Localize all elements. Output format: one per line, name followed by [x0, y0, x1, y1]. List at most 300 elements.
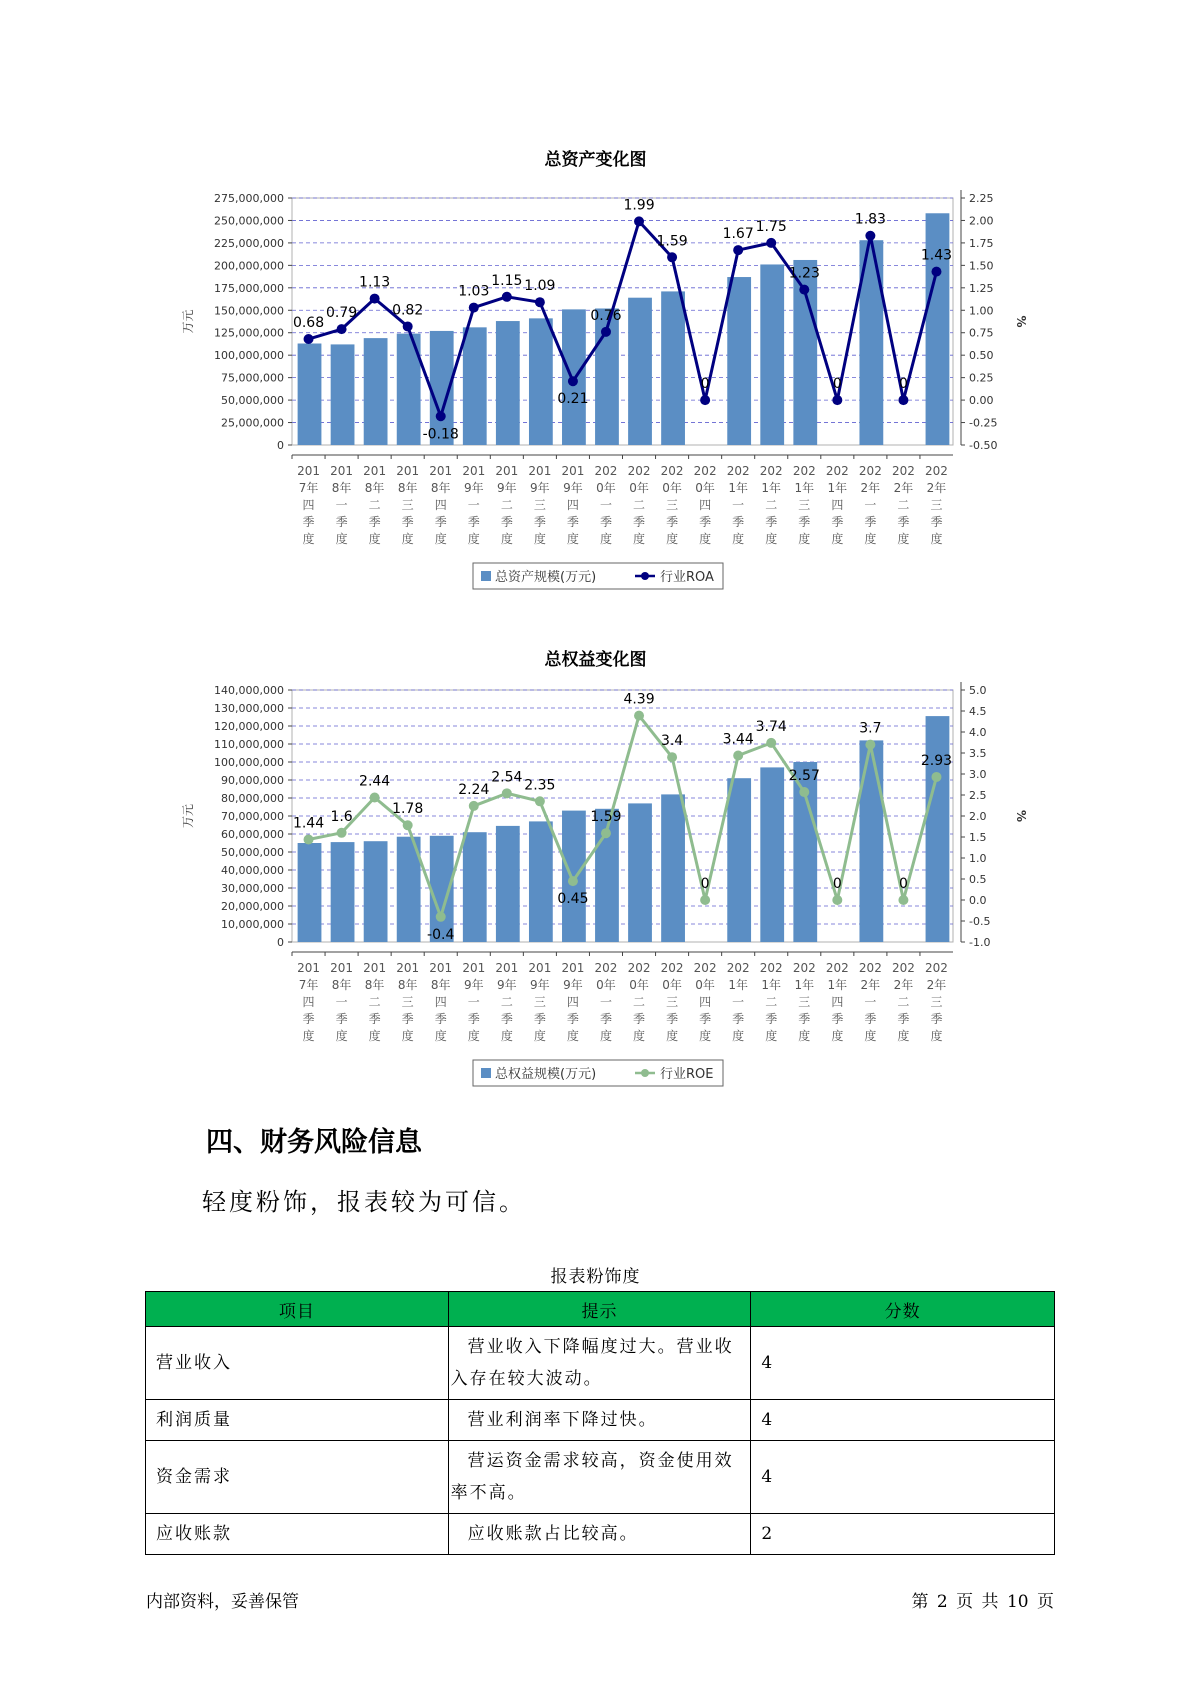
section-heading: 四、财务风险信息: [206, 1127, 422, 1158]
x-tick-label: 一: [864, 498, 877, 512]
data-label: 0: [898, 376, 908, 393]
data-label: 1.44: [292, 815, 325, 832]
x-tick-label: 度: [500, 532, 513, 546]
legend-line-label: 行业ROE: [660, 1067, 714, 1082]
y-tick-label: 175,000,000: [214, 281, 284, 295]
line-point: [700, 395, 710, 405]
line-point: [931, 267, 941, 277]
y2-tick-label: 2.00: [969, 214, 994, 228]
table-row: [146, 1327, 1055, 1400]
x-tick-label: 202: [792, 464, 816, 478]
x-tick-label: 季: [368, 1012, 381, 1026]
x-tick-label: 201: [561, 961, 585, 975]
x-tick-label: 202: [858, 464, 882, 478]
y-tick-label: 275,000,000: [214, 192, 284, 205]
y-tick-label: 100,000,000: [214, 756, 284, 769]
x-tick-label: 202: [594, 464, 618, 478]
bar: [331, 842, 355, 942]
y2-tick-label: 3.0: [969, 768, 987, 781]
line-point: [469, 801, 479, 811]
x-tick-label: 四: [831, 995, 844, 1009]
bar: [628, 803, 652, 942]
row-item: 资金需求: [146, 1441, 449, 1514]
x-tick-label: 0年: [662, 481, 682, 495]
x-tick-label: 8年: [331, 978, 352, 992]
x-tick-label: 8年: [364, 978, 385, 992]
x-tick-label: 度: [930, 1029, 943, 1043]
x-tick-label: 201: [495, 464, 519, 478]
x-tick-label: 1年: [728, 978, 748, 992]
x-tick-label: 8年: [364, 481, 385, 495]
x-tick-label: 季: [302, 515, 315, 529]
x-tick-label: 季: [930, 515, 943, 529]
x-tick-label: 度: [566, 1029, 579, 1043]
x-tick-label: 季: [633, 1012, 646, 1026]
x-tick-label: 季: [864, 515, 877, 529]
x-tick-label: 202: [891, 464, 915, 478]
x-tick-label: 季: [533, 515, 546, 529]
y-tick-label: 70,000,000: [221, 810, 284, 823]
x-tick-label: 季: [831, 1012, 844, 1026]
x-tick-label: 度: [566, 532, 579, 546]
x-tick-label: 度: [335, 1029, 348, 1043]
section-body: 轻度粉饰，报表较为可信。: [202, 1188, 526, 1216]
x-tick-label: 1年: [827, 481, 848, 495]
legend-bar-label: 总资产规模(万元): [495, 570, 597, 585]
line-point: [535, 796, 545, 806]
y2-tick-label: -1.0: [969, 936, 991, 949]
x-tick-label: 0年: [596, 978, 616, 992]
data-label: 1.78: [392, 801, 424, 818]
x-tick-label: 季: [666, 515, 679, 529]
y2-tick-label: 0.25: [969, 371, 994, 385]
x-tick-label: 202: [693, 464, 717, 478]
x-tick-label: 201: [495, 961, 519, 975]
data-label: 1.13: [359, 274, 391, 291]
bar: [298, 843, 322, 942]
x-tick-label: 201: [462, 464, 486, 478]
line-point: [403, 820, 413, 830]
table-row: [146, 1514, 1055, 1555]
x-tick-label: 2年: [893, 481, 914, 495]
x-tick-label: 201: [330, 464, 354, 478]
y2-tick-label: -0.25: [969, 416, 998, 430]
x-tick-label: 四: [434, 498, 447, 512]
x-tick-label: 季: [335, 515, 348, 529]
y-tick-label: 225,000,000: [214, 236, 284, 250]
x-tick-label: 202: [891, 961, 915, 975]
x-tick-label: 三: [930, 995, 943, 1009]
y-tick-label: 20,000,000: [221, 900, 284, 913]
x-tick-label: 季: [434, 1012, 447, 1026]
x-tick-label: 季: [732, 1012, 745, 1026]
y-axis-title: 万元: [181, 803, 195, 829]
data-label: 0.76: [590, 307, 622, 324]
data-label: 3.74: [755, 718, 787, 735]
legend-line-label: 行业ROA: [660, 570, 714, 585]
x-tick-label: 202: [925, 464, 948, 478]
x-tick-label: 季: [831, 515, 844, 529]
data-label: 0.82: [392, 302, 424, 319]
x-tick-label: 202: [594, 961, 618, 975]
row-item: 营业收入: [146, 1327, 449, 1400]
x-tick-label: 0年: [596, 481, 616, 495]
table-row: [146, 1400, 1055, 1441]
x-tick-label: 度: [831, 532, 844, 546]
data-label: 2.57: [788, 768, 820, 785]
x-tick-label: 度: [732, 532, 745, 546]
line-point: [436, 912, 446, 922]
y2-tick-label: 1.75: [969, 236, 994, 250]
x-tick-label: 三: [533, 995, 546, 1009]
x-tick-label: 四: [302, 498, 315, 512]
line-point: [667, 252, 677, 262]
x-tick-label: 201: [330, 961, 354, 975]
x-tick-label: 度: [765, 532, 778, 546]
x-tick-label: 季: [798, 515, 811, 529]
line-point: [436, 411, 446, 421]
x-tick-label: 度: [533, 532, 546, 546]
bar: [926, 716, 950, 942]
x-tick-label: 季: [699, 1012, 712, 1026]
y-tick-label: 125,000,000: [214, 326, 284, 340]
y-tick-label: 75,000,000: [221, 371, 284, 385]
y2-tick-label: 3.5: [969, 747, 987, 760]
x-tick-label: 一: [467, 995, 480, 1009]
bar: [298, 344, 322, 445]
x-tick-label: 二: [500, 498, 513, 512]
y-tick-label: 100,000,000: [214, 349, 284, 363]
x-tick-label: 一: [335, 995, 348, 1009]
x-tick-label: 度: [831, 1029, 844, 1043]
bar: [760, 264, 784, 445]
data-label: 1.99: [623, 197, 655, 214]
x-tick-label: 2年: [926, 481, 947, 495]
total-assets-chart: [0, 170, 1191, 590]
x-tick-label: 度: [666, 532, 679, 546]
x-tick-label: 季: [897, 515, 910, 529]
x-tick-label: 季: [897, 1012, 910, 1026]
x-tick-label: 202: [627, 464, 651, 478]
line-point: [370, 793, 380, 803]
data-label: 1.67: [722, 226, 754, 243]
x-tick-label: 8年: [430, 978, 451, 992]
header-item: 项目: [146, 1292, 449, 1327]
x-tick-label: 201: [363, 464, 387, 478]
data-label: 3.7: [859, 720, 882, 737]
x-tick-label: 2年: [893, 978, 914, 992]
x-tick-label: 季: [434, 515, 447, 529]
data-label: 4.39: [623, 691, 655, 708]
x-tick-label: 四: [566, 995, 579, 1009]
x-tick-label: 0年: [695, 481, 715, 495]
x-tick-label: 度: [798, 532, 811, 546]
x-tick-label: 季: [798, 1012, 811, 1026]
x-tick-label: 202: [726, 464, 750, 478]
line-point: [535, 297, 545, 307]
row-score: 2: [751, 1514, 1055, 1555]
bar: [364, 338, 388, 445]
y2-tick-label: -0.5: [969, 915, 991, 928]
x-tick-label: 三: [798, 498, 811, 512]
x-tick-label: 季: [864, 1012, 877, 1026]
data-label: 0.21: [557, 391, 589, 408]
y2-tick-label: 1.25: [969, 281, 994, 295]
x-tick-label: 二: [368, 498, 381, 512]
legend-bar-swatch: [481, 1068, 491, 1078]
y-tick-label: 50,000,000: [221, 394, 284, 408]
data-label: 0: [898, 876, 908, 892]
data-label: -0.18: [422, 426, 459, 443]
x-tick-label: 202: [825, 464, 849, 478]
data-label: 2.93: [920, 752, 953, 769]
line-point: [766, 738, 776, 748]
line-point: [568, 376, 578, 386]
y2-tick-label: 2.5: [969, 789, 987, 802]
y-tick-label: 130,000,000: [214, 702, 284, 715]
x-tick-label: 季: [467, 515, 480, 529]
header-hint: 提示: [448, 1292, 751, 1327]
data-label: 0: [832, 876, 842, 892]
x-tick-label: 7年: [298, 978, 319, 992]
x-tick-label: 8年: [430, 481, 451, 495]
y-tick-label: 10,000,000: [221, 918, 284, 931]
bar: [496, 321, 520, 445]
x-tick-label: 度: [732, 1029, 745, 1043]
data-label: 1.6: [330, 808, 353, 825]
x-tick-label: 四: [699, 498, 712, 512]
x-tick-label: 二: [368, 995, 381, 1009]
legend-line-marker: [641, 572, 649, 580]
line-point: [766, 238, 776, 248]
x-tick-label: 度: [302, 1029, 315, 1043]
data-label: 1.15: [491, 272, 523, 289]
row-score: 4: [751, 1441, 1055, 1514]
x-tick-label: 度: [401, 532, 414, 546]
x-tick-label: 季: [401, 1012, 414, 1026]
x-tick-label: 季: [467, 1012, 480, 1026]
x-tick-label: 季: [633, 515, 646, 529]
x-tick-label: 度: [699, 532, 712, 546]
data-label: 0: [700, 876, 710, 892]
data-label: 1.43: [920, 247, 953, 264]
x-tick-label: 201: [429, 464, 453, 478]
x-tick-label: 三: [930, 498, 943, 512]
y-tick-label: 140,000,000: [214, 684, 284, 697]
x-tick-label: 一: [599, 995, 612, 1009]
bar: [661, 291, 685, 445]
x-tick-label: 季: [765, 515, 778, 529]
x-tick-label: 三: [401, 498, 414, 512]
x-tick-label: 一: [864, 995, 877, 1009]
y2-axis-title: %: [1014, 315, 1028, 328]
x-tick-label: 201: [462, 961, 486, 975]
y-tick-label: 80,000,000: [221, 792, 284, 805]
x-tick-label: 三: [798, 995, 811, 1009]
y-tick-label: 0: [277, 439, 284, 452]
x-tick-label: 度: [599, 532, 612, 546]
x-tick-label: 一: [732, 995, 745, 1009]
table-caption: 报表粉饰度: [550, 1267, 641, 1287]
x-tick-label: 度: [302, 532, 315, 546]
x-tick-label: 1年: [728, 481, 748, 495]
y-tick-label: 0: [277, 936, 284, 949]
x-tick-label: 度: [434, 1029, 447, 1043]
data-label: 1.03: [458, 283, 490, 300]
header-score: 分数: [751, 1292, 1055, 1327]
line-point: [403, 321, 413, 331]
data-label: 3.44: [722, 731, 754, 748]
x-tick-label: 三: [401, 995, 414, 1009]
data-label: 1.09: [524, 278, 556, 295]
data-label: 1.59: [656, 233, 688, 250]
x-tick-label: 202: [627, 961, 651, 975]
x-tick-label: 季: [302, 1012, 315, 1026]
bar: [463, 327, 487, 445]
x-tick-label: 1年: [794, 481, 815, 495]
y2-tick-label: -0.50: [969, 439, 998, 452]
y2-tick-label: 4.5: [969, 705, 987, 718]
data-label: 0.45: [557, 891, 589, 908]
line-point: [568, 876, 578, 886]
y-tick-label: 90,000,000: [221, 774, 284, 787]
footer-confidential: 内部资料，妥善保管: [146, 1592, 299, 1612]
x-tick-label: 季: [566, 1012, 579, 1026]
x-tick-label: 度: [798, 1029, 811, 1043]
line-point: [865, 740, 875, 750]
line-point: [337, 324, 347, 334]
x-tick-label: 度: [467, 1029, 480, 1043]
line-point: [469, 303, 479, 313]
x-tick-label: 9年: [530, 481, 550, 495]
x-tick-label: 0年: [629, 978, 649, 992]
y-axis-title: 万元: [181, 309, 195, 334]
x-tick-label: 三: [666, 498, 679, 512]
x-tick-label: 201: [528, 464, 552, 478]
x-tick-label: 度: [864, 1029, 877, 1043]
bar: [463, 832, 487, 942]
line-point: [865, 231, 875, 241]
table-row: [146, 1441, 1055, 1514]
x-tick-label: 201: [561, 464, 585, 478]
x-tick-label: 季: [335, 1012, 348, 1026]
y2-tick-label: 0.00: [969, 394, 994, 408]
line-point: [502, 788, 512, 798]
x-tick-label: 度: [434, 532, 447, 546]
line-point: [898, 395, 908, 405]
x-tick-label: 201: [297, 464, 320, 478]
x-tick-label: 202: [726, 961, 750, 975]
x-tick-label: 1年: [827, 978, 848, 992]
y2-tick-label: 5.0: [969, 684, 987, 697]
x-tick-label: 201: [363, 961, 387, 975]
x-tick-label: 季: [699, 515, 712, 529]
line-point: [634, 711, 644, 721]
data-label: 1.59: [590, 809, 622, 826]
x-tick-label: 202: [825, 961, 849, 975]
x-tick-label: 度: [335, 532, 348, 546]
bar: [496, 826, 520, 942]
row-hint: 营业利润率下降过快。: [448, 1400, 751, 1441]
bar: [727, 778, 751, 942]
y-tick-label: 120,000,000: [214, 720, 284, 733]
row-score: 4: [751, 1400, 1055, 1441]
x-tick-label: 季: [500, 515, 513, 529]
y-tick-label: 25,000,000: [221, 416, 284, 430]
y-tick-label: 40,000,000: [221, 864, 284, 877]
x-tick-label: 9年: [497, 978, 517, 992]
x-tick-label: 季: [401, 515, 414, 529]
x-tick-label: 季: [599, 1012, 612, 1026]
x-tick-label: 四: [302, 995, 315, 1009]
line-point: [370, 294, 380, 304]
x-tick-label: 202: [660, 961, 684, 975]
x-tick-label: 度: [666, 1029, 679, 1043]
data-label: 2.35: [524, 777, 556, 794]
x-tick-label: 三: [533, 498, 546, 512]
x-tick-label: 度: [633, 1029, 646, 1043]
data-label: 0: [700, 376, 710, 393]
data-label: 3.4: [660, 733, 684, 750]
footer-page-number: 第 2 页 共 10 页: [911, 1592, 1054, 1612]
y-tick-label: 110,000,000: [214, 738, 284, 751]
x-tick-label: 201: [396, 961, 420, 975]
x-tick-label: 季: [732, 515, 745, 529]
data-label: 0.79: [325, 305, 358, 322]
line-point: [601, 327, 611, 337]
x-tick-label: 2年: [860, 481, 881, 495]
x-tick-label: 8年: [397, 978, 418, 992]
x-tick-label: 度: [897, 1029, 910, 1043]
y-tick-label: 30,000,000: [221, 882, 284, 895]
y-tick-label: 60,000,000: [221, 828, 284, 841]
row-item: 利润质量: [146, 1400, 449, 1441]
x-tick-label: 0年: [629, 481, 649, 495]
line-point: [832, 895, 842, 905]
bar: [529, 318, 553, 445]
data-label: 0.68: [292, 315, 325, 332]
x-tick-label: 2年: [860, 978, 881, 992]
line-point: [898, 895, 908, 905]
x-tick-label: 度: [500, 1029, 513, 1043]
line-point: [304, 835, 314, 845]
x-tick-label: 202: [792, 961, 816, 975]
x-tick-label: 202: [925, 961, 948, 975]
x-tick-label: 度: [930, 532, 943, 546]
data-label: -0.4: [427, 926, 455, 943]
data-label: 2.44: [359, 773, 391, 790]
x-tick-label: 季: [566, 515, 579, 529]
data-label: 1.75: [755, 218, 787, 235]
bar: [628, 298, 652, 445]
x-tick-label: 二: [897, 995, 910, 1009]
legend-bar-swatch: [481, 571, 491, 581]
y2-tick-label: 0.0: [969, 894, 987, 907]
x-tick-label: 0年: [662, 978, 682, 992]
x-tick-label: 季: [599, 515, 612, 529]
x-tick-label: 度: [897, 532, 910, 546]
x-tick-label: 度: [401, 1029, 414, 1043]
y2-tick-label: 0.5: [969, 873, 987, 886]
row-score: 4: [751, 1327, 1055, 1400]
line-point: [799, 285, 809, 295]
x-tick-label: 季: [500, 1012, 513, 1026]
row-hint: 应收账款占比较高。: [448, 1514, 751, 1555]
table-header-row: [146, 1292, 1055, 1327]
x-tick-label: 一: [599, 498, 612, 512]
y2-tick-label: 0.50: [969, 349, 994, 363]
x-tick-label: 度: [368, 1029, 381, 1043]
